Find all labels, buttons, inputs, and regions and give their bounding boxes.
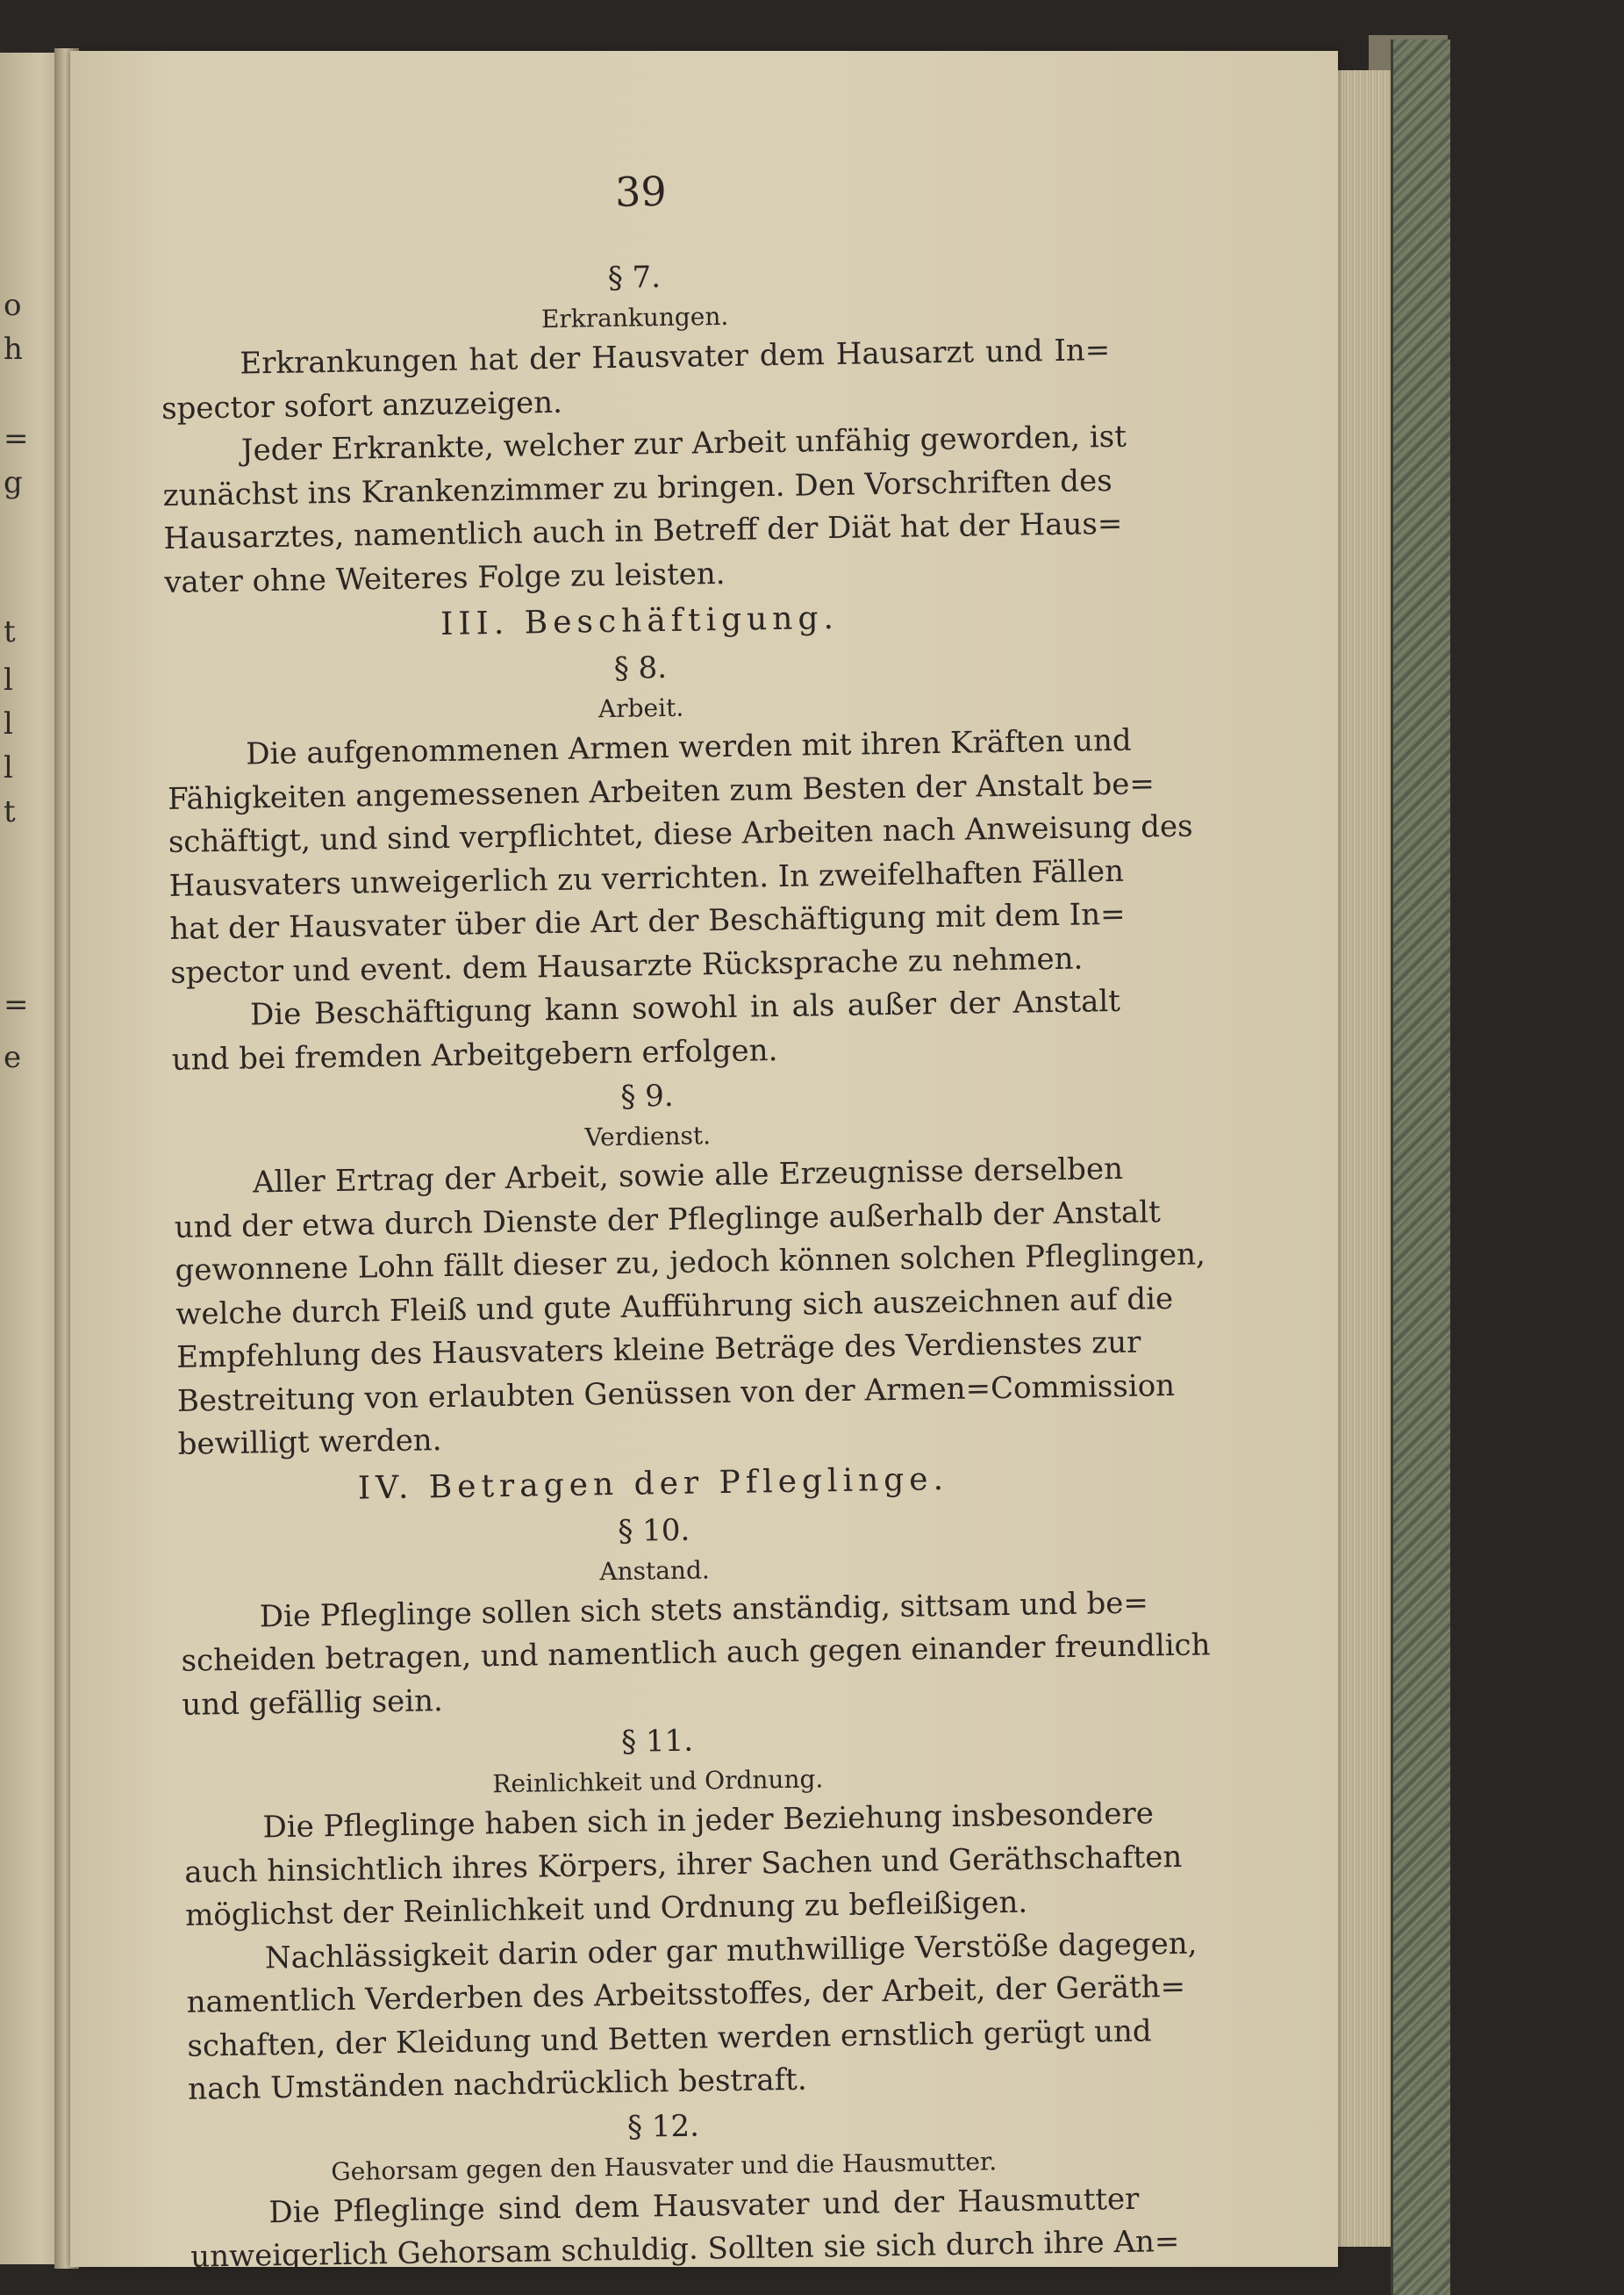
- text-line: Aller Ertrag der Arbeit, sowie alle Erzeugnisse derselben: [252, 1151, 1124, 1201]
- text-line: bewilligt werden.: [177, 1423, 442, 1462]
- margin-letter: l: [4, 750, 13, 785]
- section-title: Gehorsam gegen den Hausvater und die Hausmutter.: [331, 2146, 998, 2186]
- margin-letter: =: [4, 987, 29, 1022]
- text-line: Bestreitung von erlaubten Genüssen von der Armen=Commission: [176, 1367, 1176, 1419]
- paragraph: [180, 1581, 1211, 1726]
- text-line: hat der Hausvater über die Art der Beschäftigung mit dem In=: [169, 896, 1126, 947]
- paragraph: [186, 1923, 1198, 2112]
- book-cover-edge: [1391, 39, 1450, 2295]
- text-line: unweigerlich Gehorsam schuldig. Sollten sie sich durch ihre An=: [190, 2224, 1180, 2275]
- text-line: Nachlässigkeit darin oder gar muthwillige Verstöße dagegen,: [264, 1926, 1198, 1976]
- page-number: 39: [614, 167, 668, 216]
- paragraph: [162, 416, 1127, 605]
- text-line: und bei fremden Arbeitgebern erfolgen.: [171, 1032, 778, 1078]
- text-line: möglichst der Reinlichkeit und Ordnung zu befleißigen.: [184, 1884, 1028, 1933]
- text-line: namentlich Verderben des Arbeitsstoffes, der Arbeit, der Geräth=: [186, 1969, 1186, 2020]
- paragraph: [167, 720, 1193, 995]
- section-number: § 7.: [607, 260, 662, 296]
- section-title: Erkrankungen.: [540, 301, 729, 334]
- text-line: Erkrankungen hat der Hausvater dem Hausarzt und In=: [240, 332, 1111, 382]
- section-number: § 11.: [620, 1723, 694, 1760]
- margin-letter: =: [4, 421, 29, 456]
- section-number: § 10.: [618, 1512, 690, 1549]
- section-title: Anstand.: [599, 1554, 711, 1586]
- text-line: Hausvaters unweigerlich zu verrichten. In zweifelhaften Fällen: [168, 853, 1125, 904]
- margin-letter: h: [4, 332, 23, 367]
- section-number: § 12.: [626, 2108, 700, 2145]
- text-line: zunächst ins Krankenzimmer zu bringen. Den Vorschriften des: [162, 463, 1112, 513]
- paragraph: [174, 1148, 1206, 1467]
- margin-letter: e: [4, 1040, 22, 1075]
- margin-letter: t: [4, 794, 16, 829]
- section-title: Arbeit.: [597, 692, 684, 724]
- text-line: nach Umständen nachdrücklich bestraft.: [187, 2062, 807, 2107]
- text-line: Die Beschäftigung kann sowohl in als außer der Anstalt: [249, 983, 1121, 1033]
- margin-letter: t: [4, 614, 16, 649]
- text-line: und der etwa durch Dienste der Pfleglinge außerhalb der Anstalt: [174, 1194, 1162, 1245]
- margin-letter: l: [4, 663, 13, 698]
- text-line: Die aufgenommenen Armen werden mit ihren Kräften und: [246, 722, 1132, 772]
- text-line: spector und event. dem Hausarzte Rücksprache zu nehmen.: [169, 941, 1084, 991]
- section-number: § 9.: [620, 1078, 674, 1115]
- text-line: vater ohne Weiteres Folge zu leisten.: [163, 556, 726, 600]
- text-line: und gefällig sein.: [182, 1682, 444, 1723]
- paragraph: [190, 2177, 1180, 2279]
- page-fore-edge: [1338, 70, 1391, 2247]
- chapter-heading: III. Beschäftigung.: [440, 599, 840, 643]
- margin-letter: g: [4, 465, 23, 500]
- text-line: welche durch Fleiß und gute Aufführung sich auszeichnen auf die: [175, 1280, 1174, 1332]
- margin-letter: l: [4, 706, 13, 742]
- text-line: Die Pfleglinge haben sich in jeder Beziehung insbesondere: [262, 1796, 1155, 1846]
- text-line: Die Pfleglinge sind dem Hausvater und der Hausmutter: [268, 2181, 1140, 2230]
- text-line: gewonnene Lohn fällt dieser zu, jedoch können solchen Pfleglingen,: [175, 1237, 1206, 1288]
- text-line: Empfehlung des Hausvaters kleine Beträge des Verdienstes zur: [175, 1324, 1141, 1375]
- text-line: schaften, der Kleidung und Betten werden ernstlich gerügt und: [187, 2012, 1152, 2064]
- text-line: auch hinsichtlich ihres Körpers, ihrer Sachen und Geräthschaften: [184, 1839, 1183, 1890]
- text-line: Fähigkeiten angemessenen Arbeiten zum Besten der Anstalt be=: [167, 765, 1155, 817]
- margin-letter: o: [4, 288, 22, 323]
- text-line: Jeder Erkrankte, welcher zur Arbeit unfähig geworden, ist: [240, 419, 1127, 469]
- paragraph: [161, 329, 1111, 431]
- chapter-heading: IV. Betragen der Pfleglinge.: [357, 1460, 949, 1507]
- text-line: Hausarztes, namentlich auch in Betreff der Diät hat der Haus=: [163, 506, 1123, 556]
- paragraph: [183, 1793, 1183, 1938]
- text-line: Die Pfleglinge sollen sich stets anständig, sittsam und be=: [259, 1584, 1149, 1634]
- body-text: [160, 248, 1211, 2279]
- section-title: Reinlichkeit und Ordnung.: [492, 1764, 824, 1799]
- section-number: § 8.: [613, 649, 668, 686]
- text-line: scheiden betragen, und namentlich auch gegen einander freundlich: [181, 1627, 1211, 1679]
- text-line: schäftigt, und sind verpflichtet, diese Arbeiten nach Anweisung des: [168, 808, 1193, 860]
- paragraph: [171, 980, 1121, 1082]
- text-line: spector sofort anzuzeigen.: [161, 384, 563, 427]
- section-title: Verdienst.: [584, 1121, 712, 1152]
